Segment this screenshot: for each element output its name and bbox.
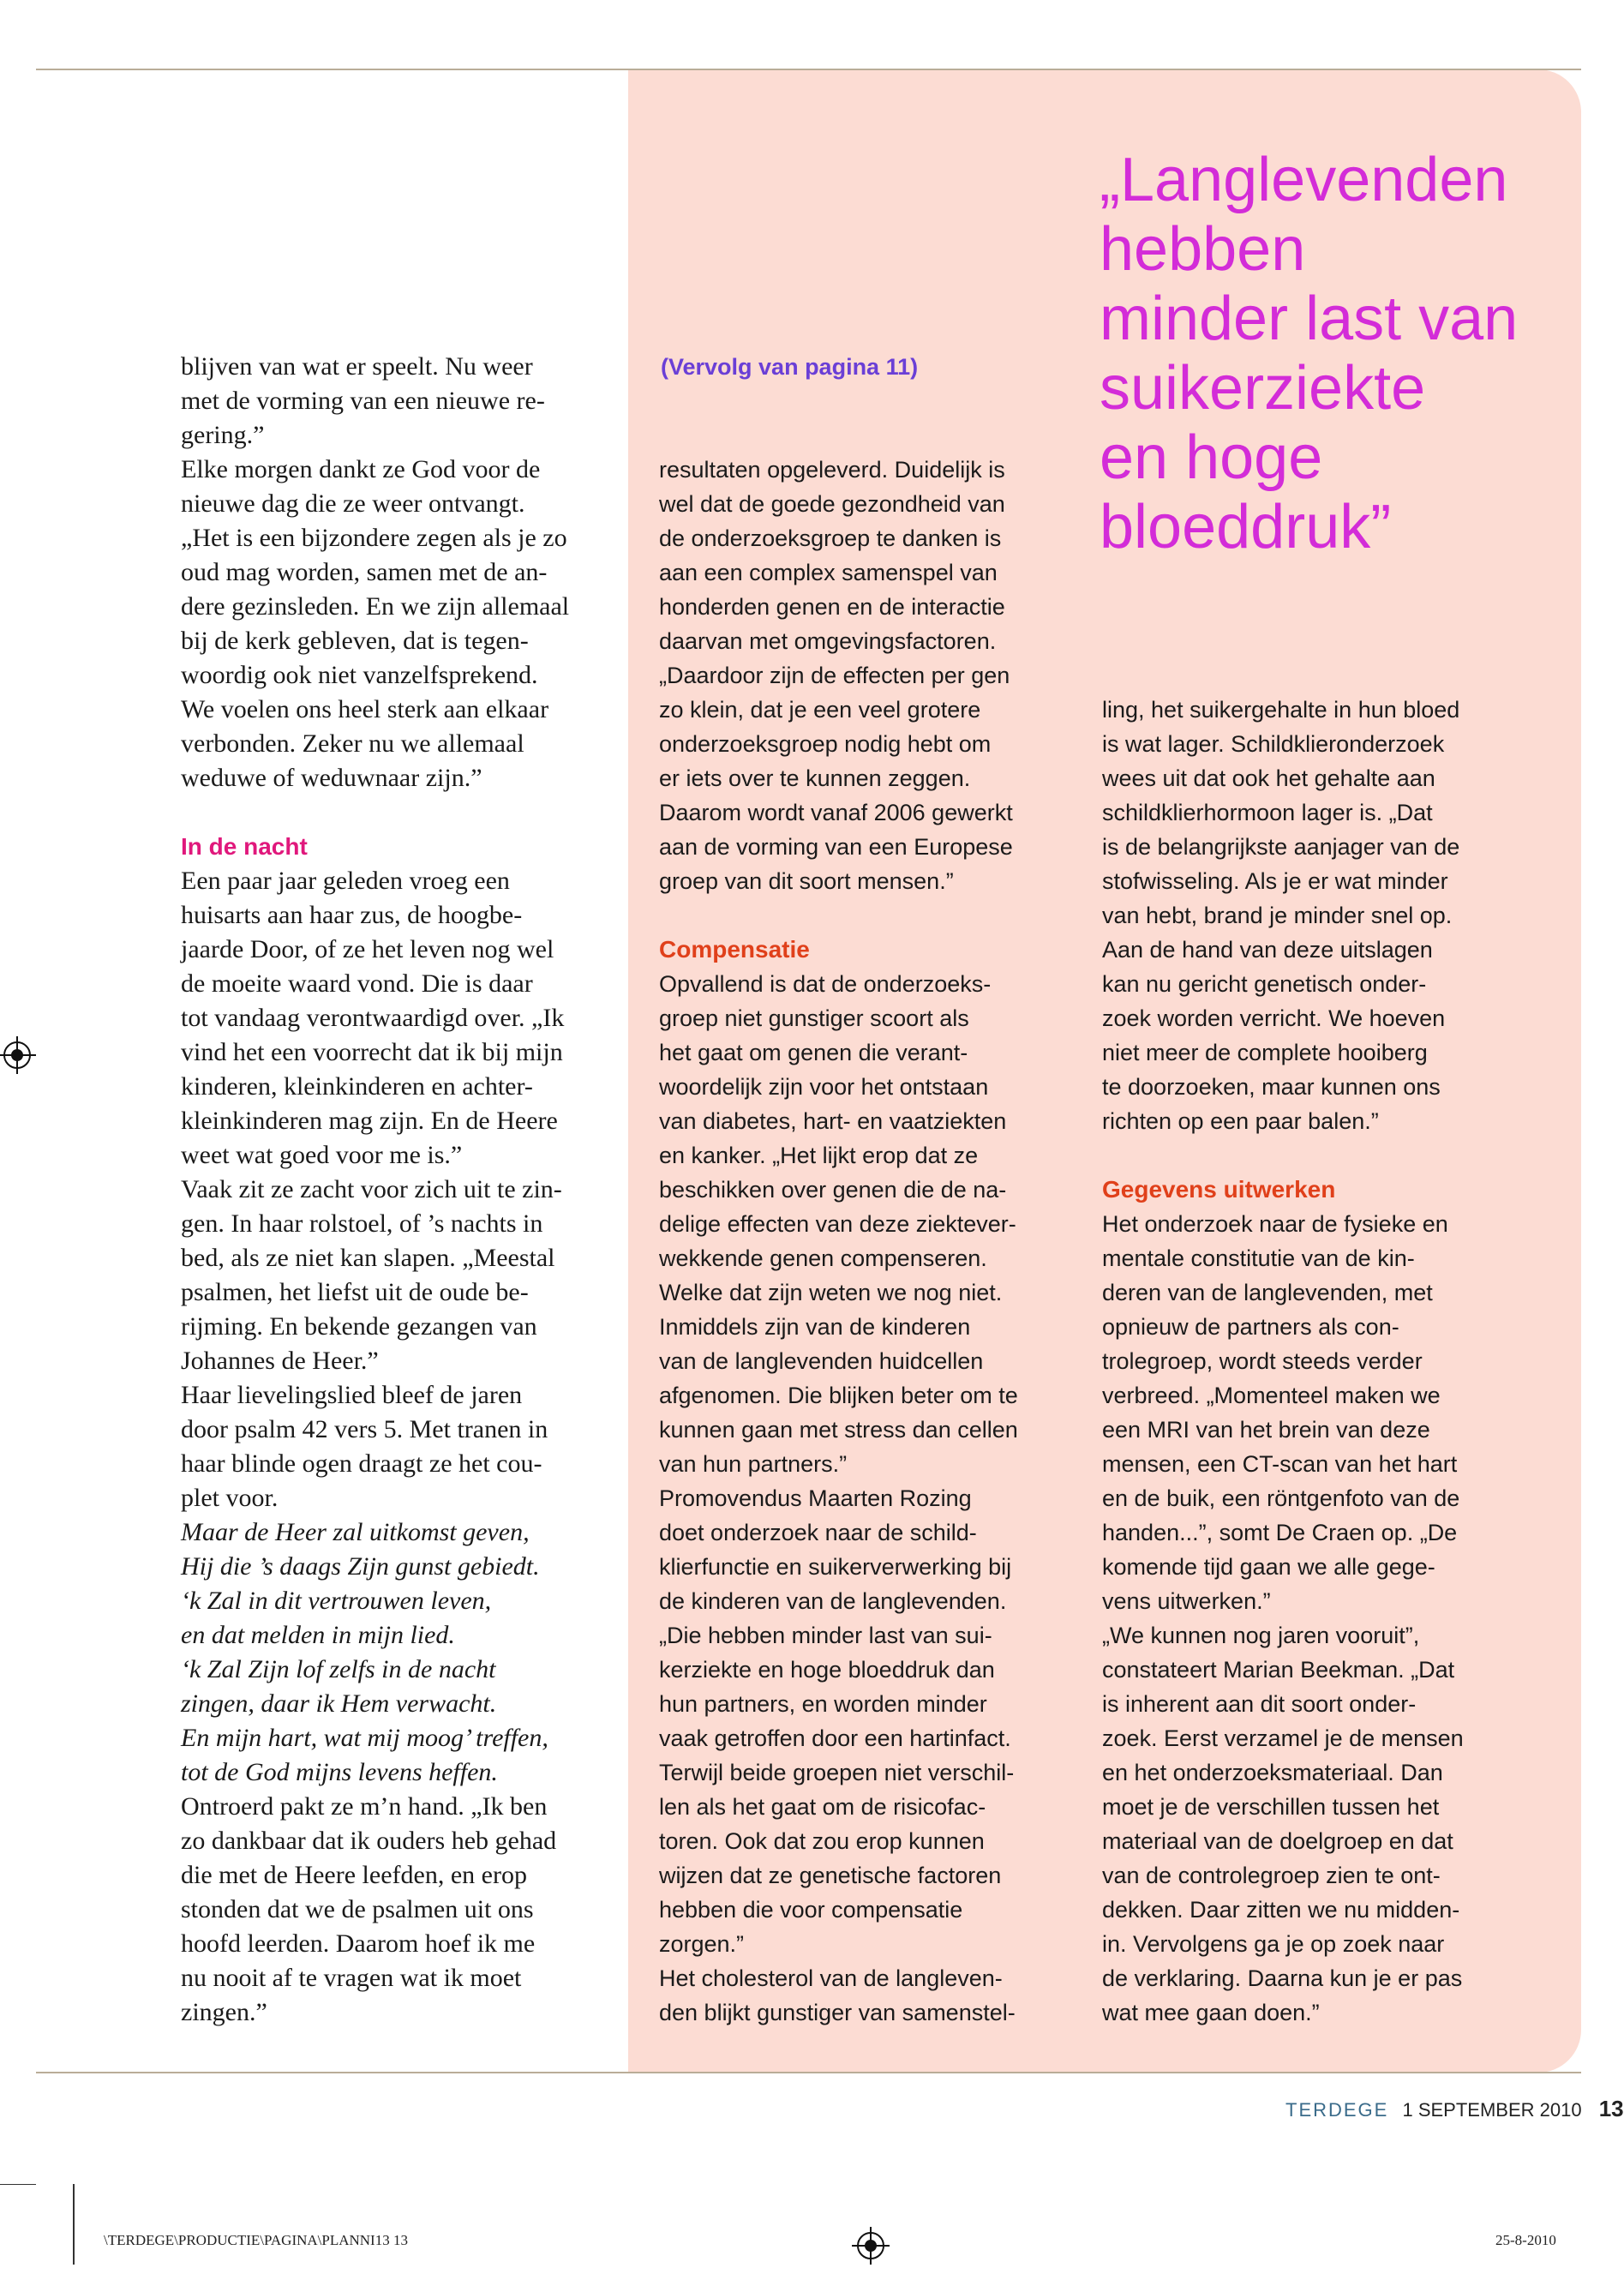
page-number: 13 <box>1598 2096 1624 2121</box>
crop-mark <box>73 2184 75 2265</box>
text-line: zoek worden verricht. We hoeven <box>1102 1005 1446 1031</box>
text-line: vind het een voorrecht dat ik bij mijn <box>181 1038 563 1066</box>
text-line: komende tijd gaan we alle gege- <box>1102 1554 1435 1580</box>
pull-quote-line: minder last van <box>1100 285 1519 353</box>
text-line: len als het gaat om de risicofac- <box>659 1794 986 1820</box>
text-line: hoofd leerden. Daarom hoef ik me <box>181 1929 536 1958</box>
text-line: deren van de langlevenden, met <box>1102 1280 1433 1305</box>
text-line: Vaak zit ze zacht voor zich uit te zin- <box>181 1175 562 1203</box>
text-line: zo dankbaar dat ik ouders heb gehad <box>181 1827 557 1855</box>
text-line: bed, als ze niet kan slapen. „Meestal <box>181 1244 555 1272</box>
text-line: wijzen dat ze genetische factoren <box>659 1863 1002 1888</box>
text-line: stofwisseling. Als je er wat minder <box>1102 868 1448 894</box>
text-line: tot vandaag verontwaardigd over. „Ik <box>181 1004 565 1032</box>
text-line: en kanker. „Het lijkt erop dat ze <box>659 1143 979 1168</box>
text-line: vens uitwerken.” <box>1102 1588 1271 1614</box>
text-line: woordelijk zijn voor het ontstaan <box>659 1074 989 1100</box>
text-line: met de vorming van een nieuwe re- <box>181 387 545 415</box>
text-line: er iets over te kunnen zeggen. <box>659 765 971 791</box>
text-line: onderzoeksgroep nodig hebt om <box>659 731 992 757</box>
text-line: het gaat om genen die verant- <box>659 1040 968 1065</box>
text-line: Elke morgen dankt ze God voor de <box>181 455 541 483</box>
text-line: woordig ook niet vanzelfsprekend. <box>181 661 538 689</box>
text-line: honderden genen en de interactie <box>659 594 1005 620</box>
text-line: materiaal van de doelgroep en dat <box>1102 1828 1453 1854</box>
continued-from-label: (Vervolg van pagina 11) <box>661 354 919 380</box>
text-line: Johannes de Heer.” <box>181 1347 379 1375</box>
text-line: de kinderen van de langlevenden. <box>659 1588 1007 1614</box>
text-line: de moeite waard vond. Die is daar <box>181 969 533 998</box>
text-line: blijven van wat er speelt. Nu weer <box>181 352 533 381</box>
text-line: Inmiddels zijn van de kinderen <box>659 1314 971 1340</box>
pull-quote-line: bloeddruk” <box>1100 493 1392 561</box>
text-line: beschikken over genen die de na- <box>659 1177 1007 1203</box>
text-line: oud mag worden, samen met de an- <box>181 558 548 586</box>
text-line: richten op een paar balen.” <box>1102 1108 1379 1134</box>
text-line: verbonden. Zeker nu we allemaal <box>181 729 524 758</box>
text-line: Ontroerd pakt ze m’n hand. „Ik ben <box>181 1792 548 1821</box>
text-line: zingen.” <box>181 1998 267 2026</box>
text-line: trolegroep, wordt steeds verder <box>1102 1348 1423 1374</box>
text-line: de onderzoeksgroep te danken is <box>659 525 1002 551</box>
text-line: te doorzoeken, maar kunnen ons <box>1102 1074 1441 1100</box>
text-line: wekkende genen compenseren. <box>659 1245 987 1271</box>
text-line: en dat melden in mijn lied. <box>181 1621 455 1649</box>
text-line: kunnen gaan met stress dan cellen <box>659 1417 1018 1443</box>
page-footer <box>1285 2091 1624 2126</box>
text-line: nieuwe dag die ze weer ontvangt. <box>181 489 525 518</box>
text-line: vaak getroffen door een hartinfact. <box>659 1725 1011 1751</box>
text-line: „Daardoor zijn de effecten per gen <box>659 663 1010 688</box>
column-3-intro <box>1102 693 1531 1138</box>
text-line: En mijn hart, wat mij moog’ treffen, <box>181 1724 548 1752</box>
issue-date: 1 SEPTEMBER 2010 <box>1402 2099 1582 2121</box>
text-line: Opvallend is dat de onderzoeks- <box>659 971 992 997</box>
text-line: kerziekte en hoge bloeddruk dan <box>659 1657 995 1683</box>
text-line: weet wat goed voor me is.” <box>181 1141 463 1169</box>
text-line: zingen, daar ik Hem verwacht. <box>181 1689 497 1718</box>
text-line: aan een complex samenspel van <box>659 560 998 585</box>
text-line: de verklaring. Daarna kun je er pas <box>1102 1965 1463 1991</box>
text-line: Maar de Heer zal uitkomst geven, <box>181 1518 530 1546</box>
column-1-intro <box>181 350 609 795</box>
text-line: handen...”, somt De Craen op. „De <box>1102 1520 1458 1545</box>
text-line: dekken. Daar zitten we nu midden- <box>1102 1897 1460 1923</box>
column-1-body <box>181 864 609 1515</box>
text-line: wel dat de goede gezondheid van <box>659 491 1005 517</box>
slug-file-path: \TERDEGE\PRODUCTIE\PAGINA\PLANNI13 13 <box>104 2232 408 2248</box>
text-line: een MRI van het brein van deze <box>1102 1417 1430 1443</box>
text-line: constateert Marian Beekman. „Dat <box>1102 1657 1455 1683</box>
text-line: rijming. En bekende gezangen van <box>181 1312 537 1341</box>
text-line: van hun partners.” <box>659 1451 848 1477</box>
text-line: zorgen.” <box>659 1931 745 1957</box>
text-line: ‘k Zal in dit vertrouwen leven, <box>181 1587 492 1615</box>
text-line: niet meer de complete hooiberg <box>1102 1040 1428 1065</box>
text-line: klierfunctie en suikerverwerking bij <box>659 1554 1012 1580</box>
pull-quote <box>1100 146 1562 562</box>
subheading-in-de-nacht: In de nacht <box>181 833 308 860</box>
text-line: Terwijl beide groepen niet verschil- <box>659 1760 1015 1785</box>
subheading-gegevens-uitwerken: Gegevens uitwerken <box>1102 1176 1336 1203</box>
bottom-rule <box>36 2072 1581 2073</box>
text-line: is inherent aan dit soort onder- <box>1102 1691 1417 1717</box>
slug-date: 25-8-2010 <box>1495 2232 1556 2248</box>
text-line: kinderen, kleinkinderen en achter- <box>181 1072 533 1101</box>
text-line: mentale constitutie van de kin- <box>1102 1245 1415 1271</box>
text-line: wees uit dat ook het gehalte aan <box>1102 765 1435 791</box>
text-line: opnieuw de partners als con- <box>1102 1314 1399 1340</box>
text-line: van diabetes, hart- en vaatziekten <box>659 1108 1007 1134</box>
text-line: groep niet gunstiger scoort als <box>659 1005 969 1031</box>
article-column-2 <box>659 453 1062 2030</box>
text-line: zoek. Eerst verzamel je de mensen <box>1102 1725 1464 1751</box>
registration-mark-icon <box>3 1041 31 1069</box>
registration-mark-icon <box>857 2232 884 2259</box>
text-line: is wat lager. Schildklieronderzoek <box>1102 731 1445 757</box>
text-line: plet voor. <box>181 1484 279 1512</box>
text-line: stonden dat we de psalmen uit ons <box>181 1895 534 1923</box>
subheading-compensatie: Compensatie <box>659 936 810 963</box>
text-line: ‘k Zal Zijn lof zelfs in de nacht <box>181 1655 496 1683</box>
text-line: nu nooit af te vragen wat ik moet <box>181 1964 522 1992</box>
text-line: van hebt, brand je minder snel op. <box>1102 903 1453 928</box>
column-1-outro <box>181 1790 609 2030</box>
text-line: toren. Ook dat zou erop kunnen <box>659 1828 985 1854</box>
text-line: Een paar jaar geleden vroeg een <box>181 867 510 895</box>
text-line: gering.” <box>181 421 265 449</box>
text-line: psalmen, het liefst uit de oude be- <box>181 1278 529 1306</box>
column-2-body <box>659 967 1062 2030</box>
text-line: is de belangrijkste aanjager van de <box>1102 834 1460 860</box>
text-line: moet je de verschillen tussen het <box>1102 1794 1440 1820</box>
pull-quote-line: suikerziekte <box>1100 354 1426 423</box>
text-line: hebben die voor compensatie <box>659 1897 963 1923</box>
text-line: Haar lievelingslied bleef de jaren <box>181 1381 523 1409</box>
article-column-1 <box>181 350 609 2030</box>
text-line: en de buik, een röntgenfoto van de <box>1102 1485 1460 1511</box>
text-line: aan de vorming van een Europese <box>659 834 1013 860</box>
text-line: zo klein, dat je een veel grotere <box>659 697 981 723</box>
text-line: We voelen ons heel sterk aan elkaar <box>181 695 549 723</box>
text-line: bij de kerk gebleven, dat is tegen- <box>181 627 529 655</box>
text-line: haar blinde ogen draagt ze het cou- <box>181 1449 542 1478</box>
text-line: tot de God mijns levens heffen. <box>181 1758 498 1786</box>
text-line: huisarts aan haar zus, de hoogbe- <box>181 901 523 929</box>
text-line: gen. In haar rolstoel, of ’s nachts in <box>181 1209 543 1238</box>
text-line: Welke dat zijn weten we nog niet. <box>659 1280 1003 1305</box>
text-line: door psalm 42 vers 5. Met tranen in <box>181 1415 548 1443</box>
text-line: hun partners, en worden minder <box>659 1691 987 1717</box>
text-line: verbreed. „Momenteel maken we <box>1102 1383 1441 1408</box>
text-line: schildklierhormoon lager is. „Dat <box>1102 800 1433 825</box>
text-line: afgenomen. Die blijken beter om te <box>659 1383 1018 1408</box>
text-line: groep van dit soort mensen.” <box>659 868 954 894</box>
pull-quote-line: „Langlevenden <box>1100 146 1508 214</box>
text-line: die met de Heere leefden, en erop <box>181 1861 527 1889</box>
text-line: van de controlegroep zien te ont- <box>1102 1863 1441 1888</box>
magazine-name: TERDEGE <box>1285 2099 1389 2121</box>
psalm-verse <box>181 1515 609 1790</box>
text-line: dere gezinsleden. En we zijn allemaal <box>181 592 570 621</box>
text-line: weduwe of weduwnaar zijn.” <box>181 764 482 792</box>
text-line: Hij die ’s daags Zijn gunst gebiedt. <box>181 1552 540 1581</box>
text-line: Daarom wordt vanaf 2006 gewerkt <box>659 800 1013 825</box>
pull-quote-line: hebben <box>1100 215 1306 284</box>
text-line: daarvan met omgevingsfactoren. <box>659 628 997 654</box>
text-line: kan nu gericht genetisch onder- <box>1102 971 1427 997</box>
text-line: resultaten opgeleverd. Duidelijk is <box>659 457 1005 483</box>
text-line: van de langlevenden huidcellen <box>659 1348 984 1374</box>
text-line: in. Vervolgens ga je op zoek naar <box>1102 1931 1445 1957</box>
text-line: en het onderzoeksmateriaal. Dan <box>1102 1760 1443 1785</box>
text-line: mensen, een CT-scan van het hart <box>1102 1451 1458 1477</box>
text-line: jaarde Door, of ze het leven nog wel <box>181 935 554 963</box>
text-line: „Die hebben minder last van sui- <box>659 1623 992 1648</box>
text-line: doet onderzoek naar de schild- <box>659 1520 977 1545</box>
text-line: Het cholesterol van de langleven- <box>659 1965 1003 1991</box>
text-line: den blijkt gunstiger van samenstel- <box>659 2000 1016 2025</box>
crop-mark <box>0 2184 36 2185</box>
text-line: ling, het suikergehalte in hun bloed <box>1102 697 1460 723</box>
text-line: Promovendus Maarten Rozing <box>659 1485 972 1511</box>
text-line: Aan de hand van deze uitslagen <box>1102 937 1433 963</box>
article-column-3 <box>1102 693 1531 2030</box>
top-rule <box>36 69 1581 70</box>
text-line: „Het is een bijzondere zegen als je zo <box>181 524 567 552</box>
text-line: kleinkinderen mag zijn. En de Heere <box>181 1107 558 1135</box>
column-2-intro <box>659 453 1062 898</box>
column-3-body <box>1102 1207 1531 2030</box>
text-line: Het onderzoek naar de fysieke en <box>1102 1211 1448 1237</box>
pull-quote-line: en hoge <box>1100 423 1323 492</box>
text-line: delige effecten van deze ziektever- <box>659 1211 1016 1237</box>
text-line: „We kunnen nog jaren vooruit”, <box>1102 1623 1420 1648</box>
text-line: wat mee gaan doen.” <box>1102 2000 1320 2025</box>
